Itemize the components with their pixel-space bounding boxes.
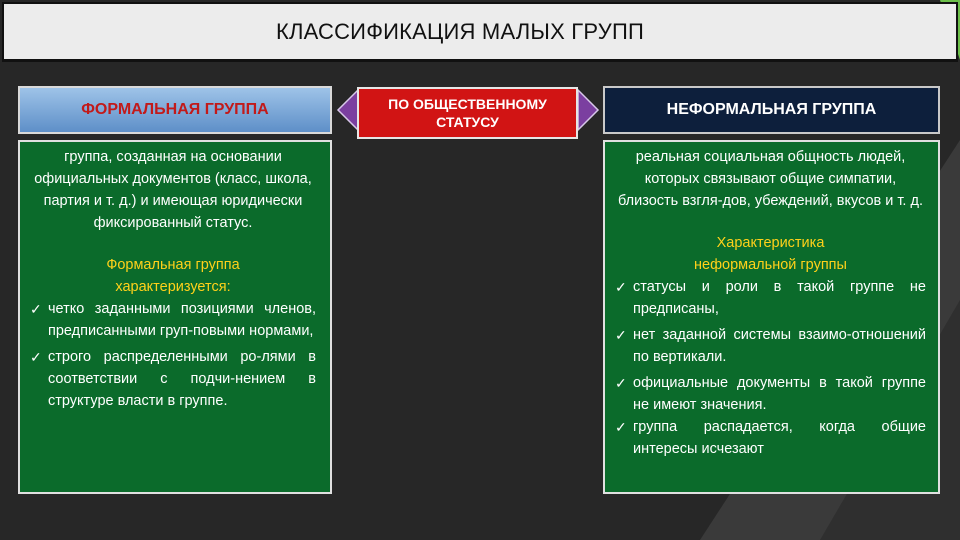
slide-title-bar bbox=[2, 2, 958, 62]
formal-group-description: группа, созданная на основании официальных документов (класс, школа, партия и т. д.) и имеющая юридически фиксированный статус. bbox=[34, 149, 312, 231]
informal-group-header bbox=[603, 86, 940, 134]
check-icon: ✓ bbox=[615, 419, 627, 435]
check-icon: ✓ bbox=[615, 279, 627, 295]
social-status-header-line2: СТАТУСУ bbox=[436, 114, 499, 130]
list-item: ✓ строго распределенными ро-лями в соответствии с подчи-нением в структуре власти в группе. bbox=[30, 346, 316, 412]
formal-group-header-label: ФОРМАЛЬНАЯ ГРУППА bbox=[81, 101, 269, 118]
formal-group-list bbox=[30, 298, 316, 412]
check-icon: ✓ bbox=[30, 349, 42, 365]
list-item: ✓ нет заданной системы взаимо-отношений по вертикали. bbox=[615, 324, 926, 368]
social-status-header-line1: ПО ОБЩЕСТВЕННОМУ bbox=[388, 96, 547, 112]
check-icon: ✓ bbox=[30, 301, 42, 317]
informal-group-subtitle-line2: неформальной группы bbox=[694, 257, 847, 273]
formal-group-panel bbox=[18, 140, 332, 494]
check-icon: ✓ bbox=[615, 375, 627, 391]
informal-group-description: реальная социальная общность людей, которых связывают общие симпатии, близость взгля-дов, убеждений, вкусов и т. д. bbox=[618, 149, 923, 209]
informal-group-panel bbox=[603, 140, 940, 494]
list-item: ✓ группа распадается, когда общие интересы исчезают bbox=[615, 416, 926, 460]
informal-group-list bbox=[615, 276, 926, 460]
social-status-header bbox=[357, 87, 578, 139]
formal-group-subtitle-line1: Формальная группа bbox=[106, 257, 240, 273]
arrow-right-icon bbox=[578, 86, 600, 134]
informal-group-subtitle-line1: Характеристика bbox=[716, 235, 825, 251]
list-item: ✓ четко заданными позициями членов, предписанными груп-повыми нормами, bbox=[30, 298, 316, 342]
arrow-left-icon bbox=[336, 86, 358, 134]
informal-group-header-label: НЕФОРМАЛЬНАЯ ГРУППА bbox=[666, 101, 877, 118]
slide-title: КЛАССИФИКАЦИЯ МАЛЫХ ГРУПП bbox=[275, 18, 645, 44]
formal-group-header bbox=[18, 86, 332, 134]
list-item: ✓ статусы и роли в такой группе не предписаны, bbox=[615, 276, 926, 320]
check-icon: ✓ bbox=[615, 327, 627, 343]
list-item: ✓ официальные документы в такой группе не имеют значения. bbox=[615, 372, 926, 416]
formal-group-subtitle-line2: характеризуется: bbox=[115, 279, 231, 295]
